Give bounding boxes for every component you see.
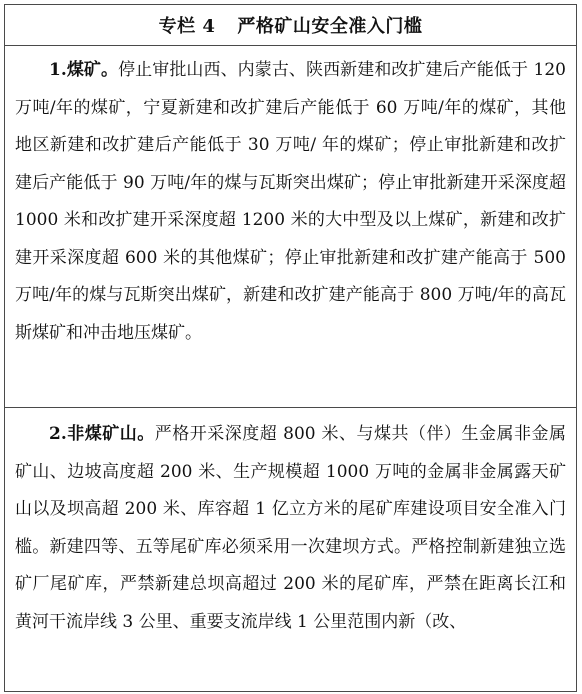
section-non-coal-mines: [5, 408, 576, 641]
section-paragraph: [15, 416, 566, 641]
section-heading: 2.非煤矿山。: [49, 424, 155, 444]
policy-box: [4, 4, 577, 692]
section-coal-mines: [5, 46, 576, 408]
box-title: 严格矿山安全准入门槛: [237, 16, 423, 37]
section-body: 停止审批山西、内蒙古、陕西新建和改扩建后产能低于 120 万吨/年的煤矿，宁夏新建和改扩建后产能低于 60 万吨/年的煤矿，其他地区新建和改扩建后产能低于 30 万吨/ 年的煤矿；停止审批新建和改扩建后产能低于 90 万吨/年的煤与瓦斯突出煤矿；停止审批新建开采深度超 1000 米和改扩建开采深度超 1200 米的大中型及以上煤矿，新建和改扩建开采深度超 600 米的其他煤矿；停止审批新建和改扩建产能高于 500 万吨/年的煤与瓦斯突出煤矿，新建和改扩建产能高于 800 万吨/年的高瓦斯煤矿和冲击地压煤矿。: [15, 60, 566, 343]
section-heading: 1.煤矿。: [49, 60, 119, 80]
box-header: [5, 5, 576, 46]
section-body: 严格开采深度超 800 米、与煤共（伴）生金属非金属矿山、边坡高度超 200 米、生产规模超 1000 万吨的金属非金属露天矿山以及坝高超 200 米、库容超 1 亿立方米的尾矿库建设项目安全准入门槛。新建四等、五等尾矿库必须采用一次建坝方式。严格控制新建独立选矿厂尾矿库，严禁新建总坝高超过 200 米的尾矿库，严禁在距离长江和黄河干流岸线 3 公里、重要支流岸线 1 公里范围内新（改、: [15, 424, 566, 632]
section-paragraph: [15, 52, 566, 352]
column-label: 专栏 4: [158, 16, 216, 37]
